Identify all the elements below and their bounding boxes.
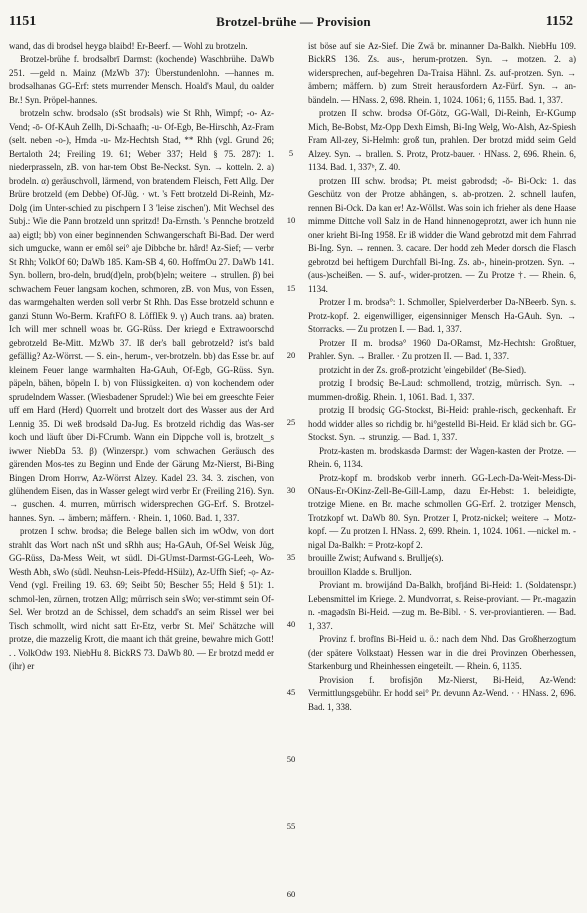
entry-protzicht: protzicht in der Zs. groß-protzicht 'eingebildet' (Be-Sied).: [319, 364, 527, 375]
entry-brotzel-bruehe: Brotzel-brühe f. brodsəlbrī Darmst: (kochende) Waschbrühe. DaWb 251. —geld n. Mainz (MzWb 37): Überstundenlohn. —hannes m. brodsəlhanəs GG-Erf: stets murrender Mensch. Hoald's Maul, du oalder Br.! Syn. Pröpel-hannes.: [9, 54, 274, 105]
line-number: 25: [286, 417, 296, 427]
line-number-gutter: [276, 40, 306, 906]
line-number: 45: [286, 687, 296, 697]
entry-brotzeln: brotzeln schw. brodsəlo (sSt brodsəls) wie St Rhh, Wimpf; -o- Az-Vend; -ō- Of-KAuh Zellh, Di-Schaafh; -u- Of-Egb, Be-Hirschh, Az-Fram (selt. neben -o-), Hmda -u- Mz-Hechtsh Stad, ** Rhh (vgl. Grund 26; Bertaloth 24; Freiling 19. 61; Weber 337; Held § 75. 287): 1. niederprasseln, zB. von har-tem Obst Be-Neckst. Syn. → kotteln. 2. a) brodeln. α) geräuschvoll, lärmend, von bratendem Fleisch, Fett Allg. Der Brüre brotzeld (em Debbe) Of-Jüg. · wt. 's Fett brotzeld Di-Reinh, Mz-Dolg (im Unter-schied zu pischpern I 3 'leise zischen'). Mit Wechsel des Subj.: Wie die Pann brotzeld unn spritzd! Da-Ernsth. 's Pennche brotzeld aa) eigtl; bb) von einer beginnenden Schwangerschaft Bi-Bad. Der werd sich umgucke, wann er emôl sei° aje Dibbche br. hârd! Az-Sief; — verbr St Rhh; VolkOf 60; DaWb 185. Kam-SB 4, 60. HoffmOu 27. DaWb 141. Syn. bollern, bro-deln, brud(d)eln, prob(b)eln; weitere → strullen. β) bei schwachem Feuer langsam kochen, schmoren, zB. von Mus, von Essen, das warmgehalten werden soll verbr St Rhh. Das Esse brotzeld schunn e ganzi Stunn Wo-Berm. KraftFO 8. LöfflEk 9. γ) Auch trans. aa) braten. Ich will mer schnell woas br. GG-Rüss. Der kriegd e Extrawoorschd gebrotzeld Be-Mitt. MzWb 37. Iß der's ball gebrotzeld? ist's bald gefällig? Az-Wörrst. — S. ein-, herum-, ver-brotzeln. bb) das Esse br. auf kleinem Feuer lange warmhalten Ha-GAuh, Of-Egb, GG-Rüss. Syn. päpeln, bähen, böpeln I. b) von Flüssigkeiten. α) von kochendem oder sprudelndem Wasser. (Wiesbadener Sprudel:) Wie bei em greeschte Feier uff em Hard (Herd) Quorrelt und brotzelt dort des Wasser aus der Ard Lennig 35. Di weß brodsəld Da-Jug. Es brotzeld richdig das Was-ser koch und läuft über Di-FCrumb. Wann ein Dippche voll is, brotzelt‿s iwwer NiebDa 53. β) (Winzerspr.) vom schwachen Geräusch des gärenden Mos-tes zu Beginn und Ende der Gärung Mz-Nierst, Bi-Bing Bingen Drom Horrw, Az-Wörrst Alzey. Kadel 23. 34. 3. zischen, von glühendem Eisen, das in Wasser gelegt wird verbr Er (Freiling 216). Syn. → guschen. 4. murren, mürrisch widersprechen GG-Erf. S. Brotzel-hannes. Syn. → ämbern; mäffern. · Rhein. 1, 1060. Bad. 1, 337.: [9, 108, 274, 523]
running-title: Brotzel-brühe — Provision: [216, 14, 371, 29]
entry-protzer-ii: Protzer II m. brodsə° 1960 Da-ORamst, Mz-Hechtsh: Großtuer, Prahler. Syn. → Braller. · Zu protzen II. — Bad. 1, 337.: [308, 337, 576, 362]
page-number-left: 1151: [9, 14, 37, 29]
entry-protzen-iii: protzen III schw. brodsə; Pt. meist gəbrodsd; -ŏ- Bi-Ock: 1. das Geschütz von der Protze abhängen, s. ab-protzen. 2. schnell laufen, rennen Bi-Ock. Dǝ kan er! Az-Wöllst. Was soin ich frieher als dene Haase mimme Dittche voll Salz in de Hand hinnenogeprotzt, awer ich hunn nie oner krieht Bi-Ing 1958. Er iß widder die Wand gebrotzd mit dem Fahrrad Bi-Ing. Syn. → rennen. 3. cacare. Der hodd zeh Meder dorsch die Flasch gebrotzd bei heftigem Durchfall Bi-Ing. Zs. ab-, hinein-protzen. Syn. → (aus-)scheißen. — S. auf-, wider-protzen. — Zu Protze †. — Rhein. 6, 1134.: [308, 175, 576, 294]
entry-protzig-i: protzig I brodsiç Be-Laud: schmollend, trotzig, mürrisch. Syn. → mummen-droßig. Rhein. 1, 1061. Bad. 1, 337.: [308, 378, 576, 402]
page-number-right: 1152: [545, 14, 573, 29]
line-number: 35: [286, 552, 296, 562]
entry-protz-kopf: Protz-kopf m. brodskob verbr innerh. GG-Lech-Da-Weit-Mess-Di-ONaus-Er-OKinz-Zell-Be-Gill-Lamp, dazu Er-Hebst: 1. beleidigte, trotzige Miene. en Br. mache schmollen GG-Erf. 2. trotziger Mensch, Trotzkopf wt. DaWb 80. Syn. Protzer I, Protz-nickel; weitere → Motz-kopf. — Zu protzen I. HNass. 2, 699. Rhein. 1, 1024. 1061. —nickel m. -nigəl Da-Balkh: = Protz-kopf 2.: [308, 472, 576, 550]
line-number: 10: [286, 215, 296, 225]
line-number: 20: [286, 350, 296, 360]
entry-protzen-ii: protzen II schw. brodsə Of-Götz, GG-Wall, Di-Reinh, Er-KGump Mich, Be-Bobst, Mz-Opp Dexh Eimsh, Bi-Ing Welg, Wo-Alsh, Az-Spiesh Fram All-zey, Si-Helmh: groß tun, prahlen. Der brotzd midd seim Geld Alzey. Syn. → brallen. S. Protz, Protz-bauer. · HNass. 2, 696. Rhein. 6, 1134. Bad. 1, 337ᵇ, Z. 40.: [308, 108, 576, 173]
entry-brouille: brouille Zwist; Aufwand s. Brullje(s).: [308, 553, 444, 564]
line-number: 40: [286, 619, 296, 629]
line-number: 60: [286, 889, 296, 899]
entry-continuation: ist böse auf sie Az-Sief. Die Zwä br. minanner Da-Balkh. NiebHu 109. BickRS 136. Zs. aus-, herum-protzen. Syn. → motzen. 2. a) widersprechen, auf-begehren Da-Traisa Hähnl. Zs. auf-protzen. Syn. → ämbern; mäffern. b) zum Streit herausfordern Az-Fürf. Syn. → an-bändeln. — HNass. 2, 698. Rhein. 1, 1024. 1061; 6, 1155. Bad. 1, 337.: [308, 41, 576, 105]
line-number: 55: [286, 821, 296, 831]
entry-provision: Provision f. brofisjōn Mz-Nierst, Bi-Heid, Az-Wend: Vermittlungsgebühr. Er hodd sei° Pr. devunn Az-Wend. · · HNass. 2, 696. Bad. 1, 338.: [308, 674, 576, 712]
line-number: 5: [288, 148, 294, 158]
line-number: 30: [286, 485, 296, 495]
entry-brouillon: brouillon Kladde s. Brulljon.: [308, 566, 412, 577]
left-column: [9, 40, 274, 906]
entry-proviant: Proviant m. browijánd Da-Balkh, brofjánd Bi-Heid: 1. (Soldatenspr.) Lebensmittel im Kriege. 2. Mundvorrat, s. Reise-proviant. — Pr.-magazin n. -magədsīn Bi-Heid. —zug m. Be-Bibl. · S. ver-proviantieren. — Bad. 1, 337.: [308, 580, 576, 631]
entry-provinz: Provinz f. brofīns Bi-Heid u. ö.: nach dem Nhd. Das Großherzogtum (der spätere Volkstaat) Hessen war in die drei Provinzen Oberhessen, Starkenburg und Rheinhessen eingeteilt. — Rhein. 6, 1135.: [308, 634, 576, 672]
entry-protzig-ii: protzig II brodsiç GG-Stockst, Bi-Heid: prahle-risch, geckenhaft. Er hodd widder alles so richdig br. hi°gestelld Bi-Heid. Er kläd sich br. GG-Stockst. Syn. → strunzig. — Bad. 1, 337.: [308, 405, 576, 443]
running-header: [0, 14, 587, 36]
line-number: 15: [286, 283, 296, 293]
right-column: [308, 40, 576, 906]
entry-protz-kasten: Protz-kasten m. brodskasdə Darmst: der Wagen-kasten der Protze. — Rhein. 6, 1134.: [308, 445, 576, 470]
line-number: 50: [286, 754, 296, 764]
entry-protzer-i: Protzer I m. brodsə°: 1. Schmoller, Spielverderber Da-NBeerb. Syn. s. Protz-kopf. 2. eigenwilliger, eigensinniger Mensch Ha-GAuh. Syn. → Storracks. — Zu protzen I. — Bad. 1, 337.: [308, 297, 576, 335]
entry-continuation: wand, das di brodsel heygə blaibd! Er-Beerf. — Wohl zu brotzeln.: [9, 41, 248, 51]
entry-protzen-i: protzen I schw. brodsə; die Belege ballen sich im wOdw, von dort strahlt das Wort nach nSt und sRhh aus; Ha-GAuh, Of-Sel Weisk Jüg, GG-Rüss, Da-Mess Weit, wt südl. Di-GUmst-Darmst-GG-Leeh, Wo-Westh Abh, sWo (südl. Neuhsn-Leis-Pfedd-HSülz), Az-Uffh Sief; -ọ- Az-Vend (vgl. Freiling 19. 63. 69; Seibt 50; Bescher 55; Held § 51): 1. schmol-len, zürnen, trotzen Allg; mürrisch sein sWo; ver-stimmt sein Of-Sel. Wer brotzd an de Schissel, dem schadd's an seim Rissel wer bei Tisch schmollt, wird nicht satt Er-Etz, verbr St. Mei' Schätzche will protze, die mazzelig Krott, die maant ich thät greine, bewahre mich Gott! . . VolkOdw 193. NiebHu 8. BickRS 73. DaWb 80. — Er brotzd medd er (ihr) er: [9, 526, 274, 672]
